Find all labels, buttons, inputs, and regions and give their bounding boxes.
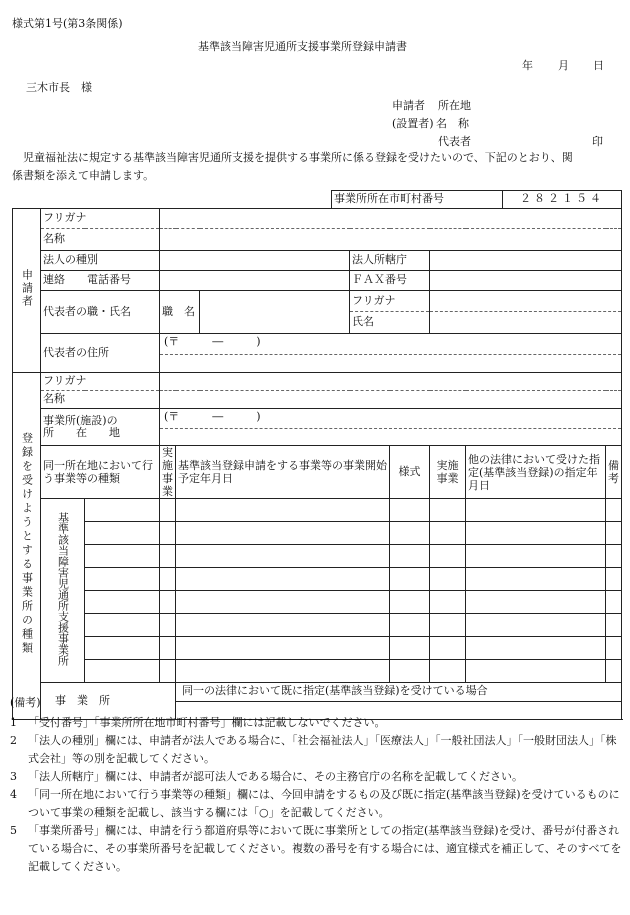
office-location-input-cell [160,409,622,446]
kind-row-cell[interactable] [85,614,160,637]
kind-row-cell[interactable] [160,637,176,660]
kind-row-cell[interactable] [85,522,160,545]
kind-row-cell[interactable] [466,591,606,614]
rep-address-postal[interactable]: (〒 ― ) [160,334,621,355]
fax-label-cell [350,271,430,291]
kind-row-cell[interactable] [390,637,430,660]
office-postal[interactable]: (〒 ― ) [160,409,621,429]
office-name-input[interactable] [160,391,622,409]
kind-row-cell[interactable] [390,545,430,568]
office-location-label-cell [41,409,160,446]
kind-row-cell[interactable] [85,591,160,614]
note-text: 「法人所轄庁」欄には、申請者が認可法人である場合に、その主務官庁の名称を記載してください。 [28,770,523,783]
kind-row-cell[interactable] [160,591,176,614]
rep-name-input[interactable] [430,312,621,333]
form-title: 基準該当障害児通所支援事業所登録申請書 [198,40,407,53]
kind-row-cell[interactable] [160,522,176,545]
municipality-label-cell [332,191,503,209]
applicant-side-label: 申請者 [20,269,34,309]
col-remarks: 備考 [606,446,622,499]
note-number: 4 [10,788,17,801]
phone-label: 電話番号 [87,273,131,287]
col-conducted-2: 実施事業 [430,446,466,499]
kind-row-cell[interactable] [466,568,606,591]
kind-row-cell[interactable] [176,591,390,614]
rep-title-name-label: 代表者の職・氏名 [43,304,131,318]
office-name-label: 名称 [43,392,65,406]
kind-row-cell[interactable] [176,545,390,568]
corp-type-input[interactable] [160,251,350,271]
office-location-label: 事業所(施設)の [43,413,118,427]
applicant-name-input[interactable] [160,229,622,251]
note-number: 1 [10,716,17,729]
rep-name-label-cell [350,291,430,334]
contact-label-cell [41,271,160,291]
corp-office-input[interactable] [430,251,622,271]
kind-row-cell[interactable] [176,660,390,683]
rep-address-label: 代表者の住所 [43,345,109,359]
kind-row-cell[interactable] [160,660,176,683]
notes-heading: (備考) [10,696,41,709]
applicant-side-cell [13,209,41,373]
founder-label: (設置者) [392,117,434,130]
kind-row-cell[interactable] [160,499,176,522]
corp-type-label-cell [41,251,160,271]
rep-name-input-cell [430,291,622,334]
kind-row-cell[interactable] [160,568,176,591]
kind-row-cell[interactable] [466,522,606,545]
kind-row-cell[interactable] [430,545,466,568]
post-label-cell [160,291,200,334]
note-item [10,786,622,822]
note-number: 5 [10,824,17,837]
kind-row-cell[interactable] [466,660,606,683]
col-start-date: 基準該当登録申請をする事業等の事業開始予定年月日 [176,446,390,499]
office-location-label: 所 在 地 [43,426,120,439]
kind-row-cell[interactable] [160,614,176,637]
office-side-cell [13,373,41,720]
post-input[interactable] [200,291,350,334]
representative-label: 代表者 [438,135,471,148]
kind-row-cell[interactable] [85,568,160,591]
note-number: 2 [10,734,17,747]
kind-row-cell[interactable] [430,568,466,591]
business-already-designated: 同一の法律において既に指定(基準該当登録)を受けている場合 [176,683,621,702]
kind-row-cell[interactable] [390,522,430,545]
name-label: 名 称 [436,117,469,130]
corp-office-label-cell [350,251,430,271]
name-label: 名称 [43,232,65,246]
kind-row-cell[interactable] [430,637,466,660]
office-name-label-cell [41,391,160,409]
applicant-label: 申請者 [392,99,425,112]
office-furigana-label-cell [41,373,160,391]
business-label: 事 業 所 [55,693,110,707]
kind-row-cell[interactable] [176,614,390,637]
rep-furigana-label: フリガナ [352,293,396,307]
date-day: 日 [593,59,604,72]
kind-row-cell[interactable] [606,637,622,660]
kind-row-cell[interactable] [606,614,622,637]
kind-row-cell[interactable] [606,660,622,683]
kind-row-cell[interactable] [606,568,622,591]
furigana-label-cell [41,209,160,229]
name-label-cell [41,229,160,251]
municipality-label: 事業所所在市町村番号 [334,192,444,206]
kind-row-cell[interactable] [606,545,622,568]
kind-row-cell[interactable] [466,545,606,568]
office-side-label: 登録を受けようとする事業所の種類 [20,432,34,657]
contact-label: 連絡 [43,273,65,287]
kind-row-cell[interactable] [430,522,466,545]
kind-label: 基準該当障害児通所支援事業所 [56,511,70,666]
corp-type-label: 法人の種別 [43,253,98,267]
rep-name-label: 氏名 [352,315,375,329]
kind-row-cell[interactable] [466,637,606,660]
kind-row-cell[interactable] [430,660,466,683]
kind-row-cell[interactable] [85,637,160,660]
applicant-furigana-input[interactable] [160,209,622,229]
form-number: 様式第1号(第3条関係) [12,17,123,30]
kind-row-cell[interactable] [390,614,430,637]
date-month: 月 [558,59,569,72]
intro-paragraph [12,149,618,185]
kind-row-cell[interactable] [176,522,390,545]
addressee: 三木市長 様 [26,81,92,94]
rep-address-input[interactable] [160,355,621,372]
kind-row-cell[interactable] [390,660,430,683]
kind-row-cell[interactable] [176,637,390,660]
kind-row-cell[interactable] [85,660,160,683]
note-item [10,732,622,768]
kind-row-cell[interactable] [390,499,430,522]
note-text: 「法人の種別」欄には、申請者が法人である場合に、「社会福祉法人」「医療法人」「一般社団法人」「一般財団法人」「株式会社」等の別を記載してください。 [28,734,617,765]
municipality-number-table [331,190,622,209]
rep-title-name-label-cell [41,291,160,334]
note-number: 3 [10,770,17,783]
note-text: 「事業所番号」欄には、申請を行う都道府県等において既に事業所としての指定(基準該当登録)を受け、番号が付番されている場合に、その事業所番号を記載してください。複数の番号を有する場合には、適宜様式を補正して、そのすべてを記載してください。 [28,824,622,873]
kind-label-cell [41,499,85,683]
kind-row-cell[interactable] [606,499,622,522]
kind-row-cell[interactable] [430,499,466,522]
col-same-location: 同一所在地において行う事業等の種類 [41,446,160,499]
kind-row-cell[interactable] [85,545,160,568]
col-other-law: 他の法律において受けた指定(基準該当登録)の指定年月日 [466,446,606,499]
post-label: 職 名 [162,304,196,318]
kind-row-cell[interactable] [606,522,622,545]
col-conducted: 実施事業 [160,446,176,499]
date-year: 年 [522,59,533,72]
fax-label: ＦＡＸ番号 [352,273,408,287]
kind-row-cell[interactable] [176,499,390,522]
kind-row-cell[interactable] [160,545,176,568]
kind-row-cell[interactable] [430,614,466,637]
kind-row-cell[interactable] [390,568,430,591]
kind-row-cell[interactable] [606,591,622,614]
kind-row-cell[interactable] [176,568,390,591]
note-item [10,714,622,732]
kind-row-cell[interactable] [85,499,160,522]
municipality-number[interactable]: ２８２１５４ [503,191,622,209]
kind-row-cell[interactable] [430,591,466,614]
kind-row-cell[interactable] [390,591,430,614]
corp-office-label: 法人所轄庁 [352,253,408,267]
office-location-input[interactable] [160,429,621,445]
notes-section [10,694,622,876]
kind-row-cell[interactable] [466,614,606,637]
rep-address-label-cell [41,334,160,373]
col-format: 様式 [390,446,430,499]
fax-input[interactable] [430,271,622,291]
location-label: 所在地 [438,99,471,112]
intro-line: 係書類を添えて申請します。 [12,169,155,182]
registration-form-table [12,208,622,720]
phone-input[interactable] [160,271,350,291]
intro-line: 児童福祉法に規定する基準該当障害児通所支援を提供する事業所に係る登録を受けたいので、下記のとおり、関 [12,151,573,164]
office-furigana-label: フリガナ [43,374,87,388]
furigana-label: フリガナ [43,211,87,225]
seal-mark: 印 [592,135,603,148]
note-text: 「同一所在地において行う事業等の種類」欄には、今回申請をするもの及び既に指定(基準該当登録)を受けているものについて事業の種類を記載し、該当する欄には「○」を記載してください。 [28,788,620,819]
kind-row-cell[interactable] [466,499,606,522]
office-furigana-input[interactable] [160,373,622,391]
rep-furigana-input[interactable] [430,291,621,312]
note-item [10,768,622,786]
rep-address-input-cell [160,334,622,373]
note-item [10,822,622,876]
note-text: 「受付番号」「事業所所在地市町村番号」欄には記載しないでください。 [28,716,386,729]
